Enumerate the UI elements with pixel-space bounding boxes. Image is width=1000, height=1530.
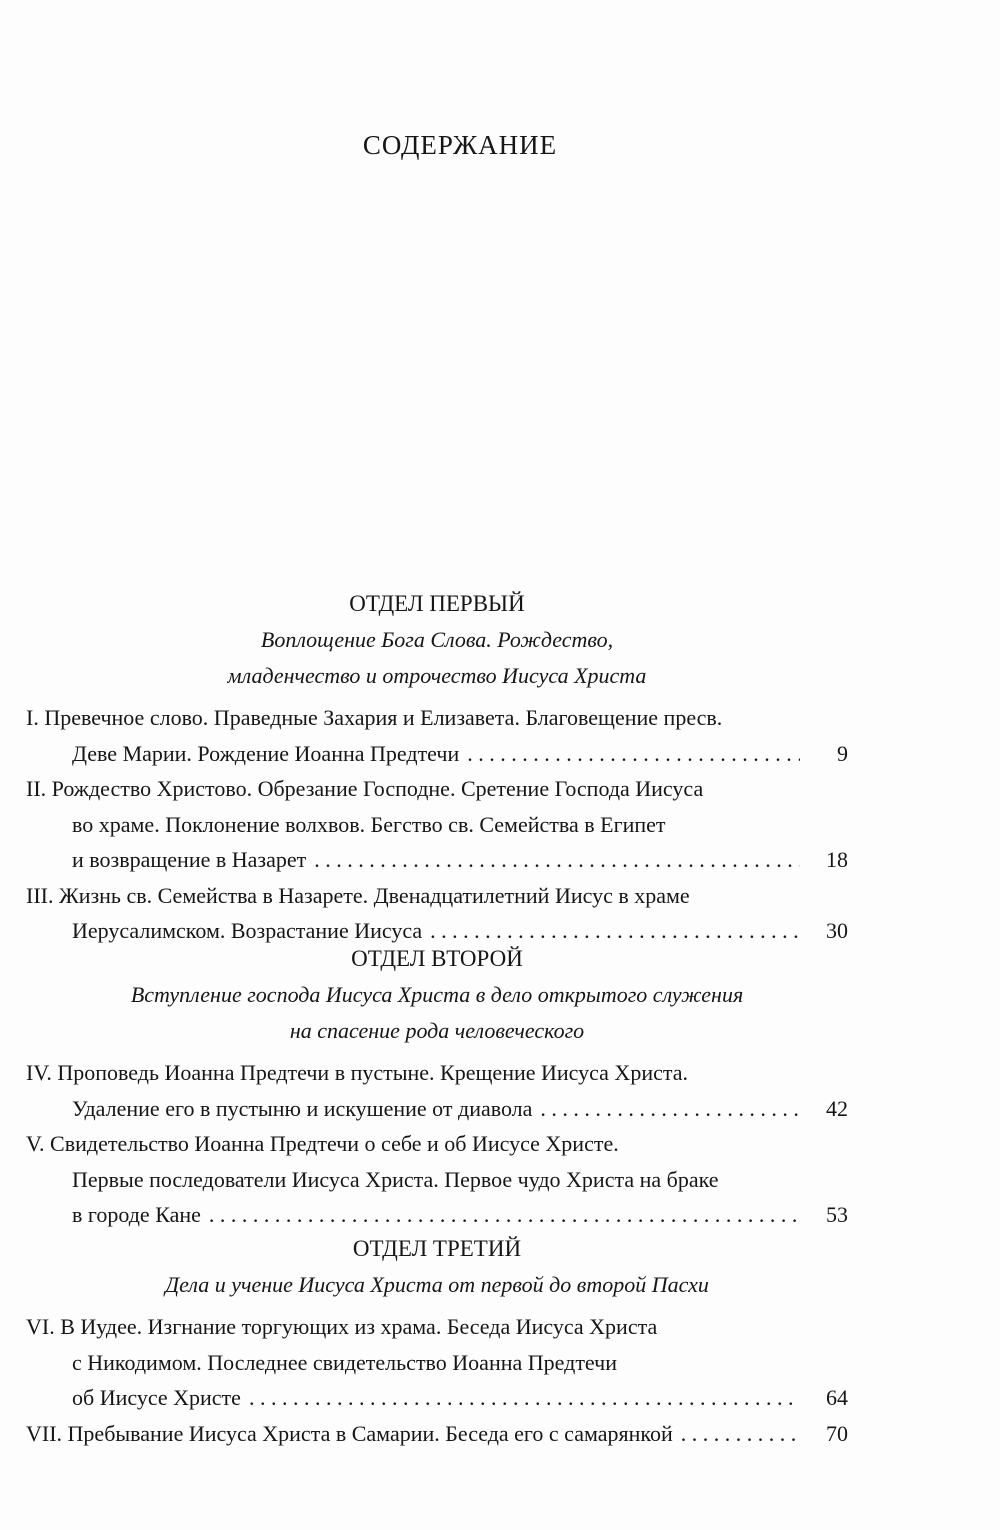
entry-line xyxy=(26,700,848,736)
dot-leader xyxy=(540,1091,800,1127)
entry-text: II. Рождество Христово. Обрезание Господне. Сретение Господа Иисуса xyxy=(26,776,704,801)
toc-section xyxy=(26,1231,848,1451)
entry-line xyxy=(26,1197,848,1233)
page-number: 9 xyxy=(837,740,848,766)
entry-line xyxy=(26,1416,848,1452)
entry-line xyxy=(26,736,848,772)
dot-leader xyxy=(314,842,800,878)
section-subtitle: Вступление господа Иисуса Христа в дело открытого служения xyxy=(130,982,744,1007)
entry-text: в городе Кане xyxy=(72,1202,201,1227)
entry-text: Деве Марии. Рождение Иоанна Предтечи xyxy=(72,740,460,766)
dot-leader xyxy=(467,736,800,772)
entry-text: с Никодимом. Последнее свидетельство Иоанна Предтечи xyxy=(72,1349,617,1375)
page-number: 64 xyxy=(826,1385,848,1410)
entry-line xyxy=(26,878,848,914)
toc-entry[interactable] xyxy=(26,1309,848,1416)
page-number: 30 xyxy=(826,918,848,943)
dot-leader xyxy=(209,1197,800,1233)
section-subtitle: на спасение рода человеческого xyxy=(289,1018,585,1043)
page-number: 70 xyxy=(826,1420,848,1446)
entry-line xyxy=(26,1345,848,1381)
entry-text: во храме. Поклонение волхвов. Бегство св. Семейства в Египет xyxy=(72,811,666,837)
section-heading: ОТДЕЛ ТРЕТИЙ xyxy=(352,1236,522,1261)
page-title: СОДЕРЖАНИЕ xyxy=(362,130,558,160)
toc-entry[interactable] xyxy=(26,1055,848,1126)
entry-text: об Иисусе Христе xyxy=(72,1385,241,1410)
entry-line xyxy=(26,1380,848,1416)
dot-leader xyxy=(681,1416,800,1452)
toc-entry[interactable] xyxy=(26,1126,848,1233)
entry-text: V. Свидетельство Иоанна Предтечи о себе и об Иисусе Христе. xyxy=(26,1131,619,1156)
section-subtitle: Дела и учение Иисуса Христа от первой до второй Пасхи xyxy=(165,1272,709,1297)
entry-line xyxy=(26,1055,848,1091)
toc-section xyxy=(26,586,848,949)
entry-text: III. Жизнь св. Семейства в Назарете. Двенадцатилетний Иисус в храме xyxy=(26,882,690,908)
section-heading: ОТДЕЛ ПЕРВЫЙ xyxy=(349,591,525,616)
page-number: 42 xyxy=(826,1095,848,1121)
toc-entry[interactable] xyxy=(26,878,848,949)
entry-text: IV. Проповедь Иоанна Предтечи в пустыне. Крещение Иисуса Христа. xyxy=(26,1060,689,1085)
page-number: 53 xyxy=(826,1202,848,1227)
section-subtitle: Воплощение Бога Слова. Рождество, xyxy=(260,627,614,652)
section-subtitle: младенчество и отрочество Иисуса Христа xyxy=(227,663,647,688)
page-number: 18 xyxy=(826,847,848,872)
entry-text: Первые последователи Иисуса Христа. Первое чудо Христа на браке xyxy=(72,1166,719,1192)
entry-text: I. Превечное слово. Праведные Захария и Елизавета. Благовещение пресв. xyxy=(26,705,723,730)
entry-text: VI. В Иудее. Изгнание торгующих из храма. Беседа Иисуса Христа xyxy=(26,1314,658,1339)
entry-line xyxy=(26,1309,848,1345)
entry-text: Удаление его в пустыню и искушение от диавола xyxy=(72,1095,533,1121)
entry-text: VII. Пребывание Иисуса Христа в Самарии. Беседа его с самарянкой xyxy=(26,1420,673,1446)
toc-section xyxy=(26,941,848,1233)
toc-entry[interactable] xyxy=(26,700,848,771)
entry-line xyxy=(26,842,848,878)
entry-line xyxy=(26,807,848,843)
toc-entry[interactable] xyxy=(26,771,848,878)
dot-leader xyxy=(249,1380,800,1416)
entry-line xyxy=(26,771,848,807)
section-heading: ОТДЕЛ ВТОРОЙ xyxy=(351,946,523,971)
entry-text: Иерусалимском. Возрастание Иисуса xyxy=(72,918,423,943)
entry-line xyxy=(26,1091,848,1127)
entry-line xyxy=(26,1126,848,1162)
entry-line xyxy=(26,1162,848,1198)
toc-entry[interactable] xyxy=(26,1416,848,1452)
entry-text: и возвращение в Назарет xyxy=(72,847,307,872)
